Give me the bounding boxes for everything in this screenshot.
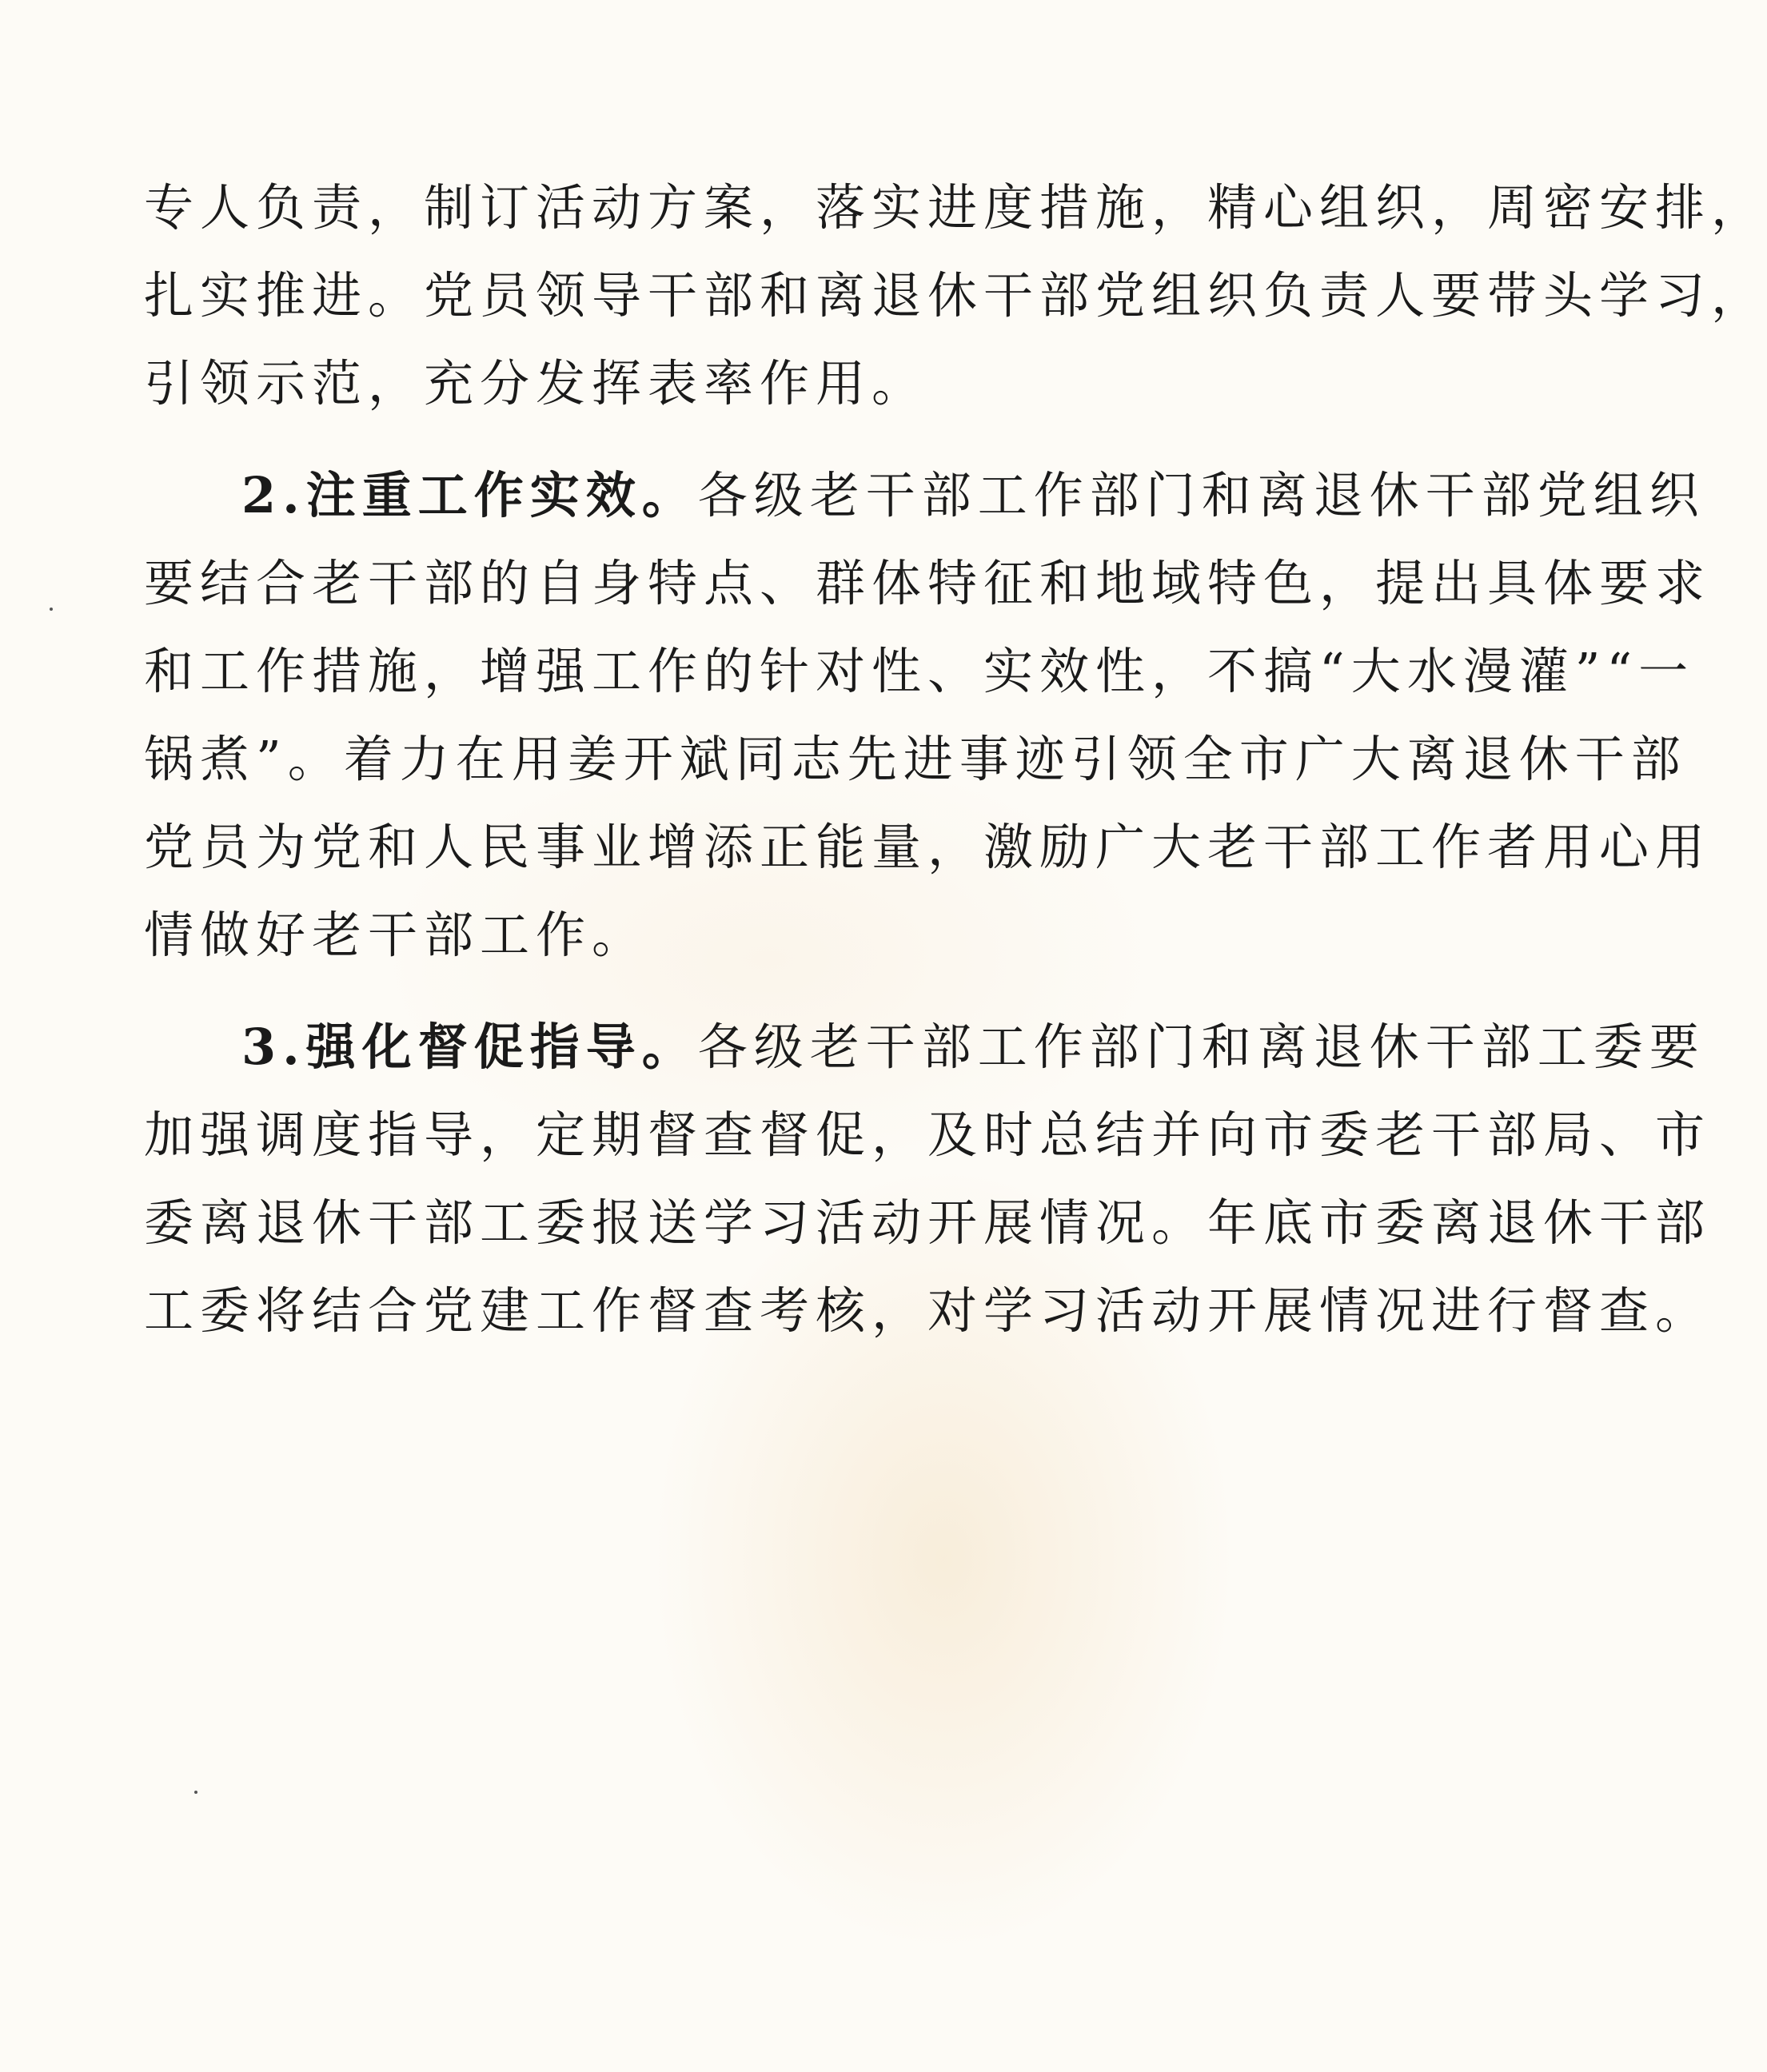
paragraph-1-line-3: 引领示范，充分发挥表率作用。 [144, 354, 928, 412]
paragraph-2 [144, 452, 1712, 979]
paragraph-2-line-4: 锅煮”。着力在用姜开斌同志先进事迹引领全市广大离退休干部 [144, 730, 1687, 788]
paragraph-3-line-2: 加强调度指导，定期督查督促，及时总结并向市委老干部局、市 [144, 1106, 1712, 1164]
paragraph-2-line-1 [144, 452, 1705, 540]
paragraph-3-line-3: 委离退休干部工委报送学习活动开展情况。年底市委离退休干部 [144, 1193, 1712, 1252]
paragraph-2-line-6: 情做好老干部工作。 [144, 906, 648, 964]
paragraph-2-line-2: 要结合老干部的自身特点、群体特征和地域特色，提出具体要求 [144, 554, 1712, 612]
paragraph-2-first-line-text: 各级老干部工作部门和离退休干部党组织 [697, 466, 1705, 524]
paragraph-3-heading: 3.强化督促指导。 [241, 1018, 698, 1076]
paragraph-3-first-line-text: 各级老干部工作部门和离退休干部工委要 [697, 1018, 1705, 1076]
paragraph-1-line-2: 扎实推进。党员领导干部和离退休干部党组织负责人要带头学习， [144, 266, 1767, 325]
ink-speck [50, 608, 53, 611]
paragraph-3 [144, 1003, 1712, 1355]
paragraph-2-line-3: 和工作措施，增强工作的针对性、实效性，不搞“大水漫灌”“一 [144, 642, 1695, 700]
paragraph-3-line-4: 工委将结合党建工作督查考核，对学习活动开展情况进行督查。 [144, 1281, 1712, 1340]
paragraph-3-line-1 [144, 1003, 1705, 1091]
ink-speck [194, 1791, 197, 1794]
paragraph-2-line-5: 党员为党和人民事业增添正能量，激励广大老干部工作者用心用 [144, 818, 1712, 876]
paragraph-1 [144, 164, 1767, 428]
document-body [144, 164, 1767, 1355]
paragraph-1-line-1: 专人负责，制订活动方案，落实进度措施，精心组织，周密安排， [144, 178, 1767, 237]
paragraph-2-heading: 2.注重工作实效。 [241, 466, 698, 524]
